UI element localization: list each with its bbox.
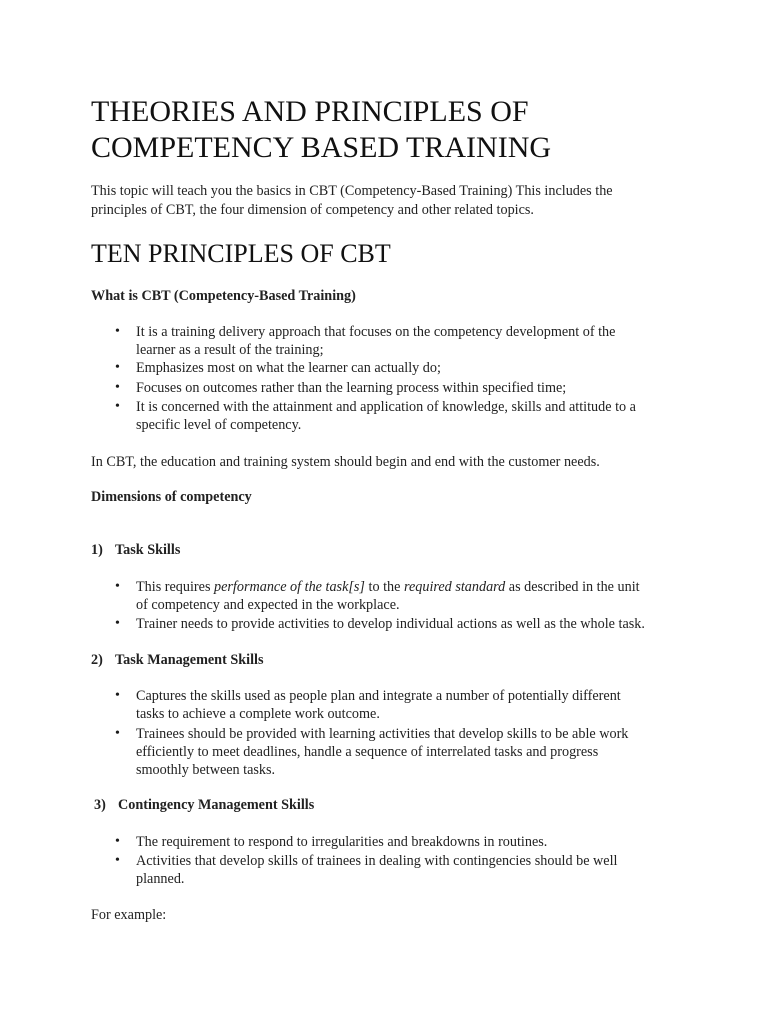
bullet-marker: • xyxy=(115,380,120,395)
list-item-line: The requirement to respond to irregularities and breakdowns in routines. xyxy=(136,834,548,850)
task-skills-number: 1) xyxy=(91,542,103,558)
contingency-heading: Contingency Management Skills xyxy=(118,797,315,813)
bullet-marker: • xyxy=(115,399,120,414)
bullet-marker: • xyxy=(115,853,120,868)
list-item-line: planned. xyxy=(136,871,185,887)
list-item-line: This requires performance of the task[s] to the required standard as described in the unit xyxy=(136,579,640,595)
list-item-line: It is a training delivery approach that focuses on the competency development of the xyxy=(136,324,616,340)
contingency-number: 3) xyxy=(94,797,106,813)
task-management-heading: Task Management Skills xyxy=(115,652,264,668)
bullet-marker: • xyxy=(115,360,120,375)
task-management-number: 2) xyxy=(91,652,103,668)
list-item-line: of competency and expected in the workplace. xyxy=(136,597,400,613)
list-item xyxy=(136,615,645,633)
list-item-line: Focuses on outcomes rather than the learning process within specified time; xyxy=(136,380,567,396)
list-item xyxy=(136,359,441,377)
list-item-line: Emphasizes most on what the learner can actually do; xyxy=(136,360,441,376)
dimensions-heading: Dimensions of competency xyxy=(91,489,252,505)
list-item-line: smoothly between tasks. xyxy=(136,762,276,778)
bullet-marker: • xyxy=(115,726,120,741)
section-heading: TEN PRINCIPLES OF CBT xyxy=(91,239,391,268)
cbt-statement: In CBT, the education and training system should begin and end with the customer needs. xyxy=(91,454,600,470)
intro-line-1: This topic will teach you the basics in CBT (Competency-Based Training) This includes the xyxy=(91,183,613,199)
list-item-line: specific level of competency. xyxy=(136,417,302,433)
list-item xyxy=(136,687,621,723)
list-item xyxy=(136,833,547,851)
list-item xyxy=(136,578,640,614)
bullet-marker: • xyxy=(115,616,120,631)
what-is-heading: What is CBT (Competency-Based Training) xyxy=(91,288,356,304)
list-item-line: Activities that develop skills of trainees in dealing with contingencies should be well xyxy=(136,853,618,869)
emphasis-text: performance of the task[s] xyxy=(214,579,365,595)
bullet-marker: • xyxy=(115,834,120,849)
for-example-text: For example: xyxy=(91,907,167,923)
list-item-line: Trainer needs to provide activities to develop individual actions as well as the whole task. xyxy=(136,616,645,632)
page-title-line-2: COMPETENCY BASED TRAINING xyxy=(91,131,552,164)
list-item xyxy=(136,398,636,434)
page-title-line-1: THEORIES AND PRINCIPLES OF xyxy=(91,95,529,128)
list-item-line: efficiently to meet deadlines, handle a sequence of interrelated tasks and progress xyxy=(136,744,599,760)
emphasis-text: required standard xyxy=(403,579,506,595)
list-item-line: learner as a result of the training; xyxy=(136,342,324,358)
list-item-line: tasks to achieve a complete work outcome. xyxy=(136,706,380,722)
bullet-marker: • xyxy=(115,324,120,339)
bullet-marker: • xyxy=(115,579,120,594)
list-item-line: Captures the skills used as people plan and integrate a number of potentially different xyxy=(136,688,621,704)
list-item xyxy=(136,852,617,888)
bullet-marker: • xyxy=(115,688,120,703)
intro-line-2: principles of CBT, the four dimension of competency and other related topics. xyxy=(91,202,534,218)
list-item xyxy=(136,379,566,397)
list-item xyxy=(136,725,628,779)
list-item-line: Trainees should be provided with learning activities that develop skills to be able work xyxy=(136,726,629,742)
task-skills-heading: Task Skills xyxy=(115,542,181,558)
list-item-line: It is concerned with the attainment and application of knowledge, skills and attitude to a xyxy=(136,399,636,415)
list-item xyxy=(136,323,615,359)
